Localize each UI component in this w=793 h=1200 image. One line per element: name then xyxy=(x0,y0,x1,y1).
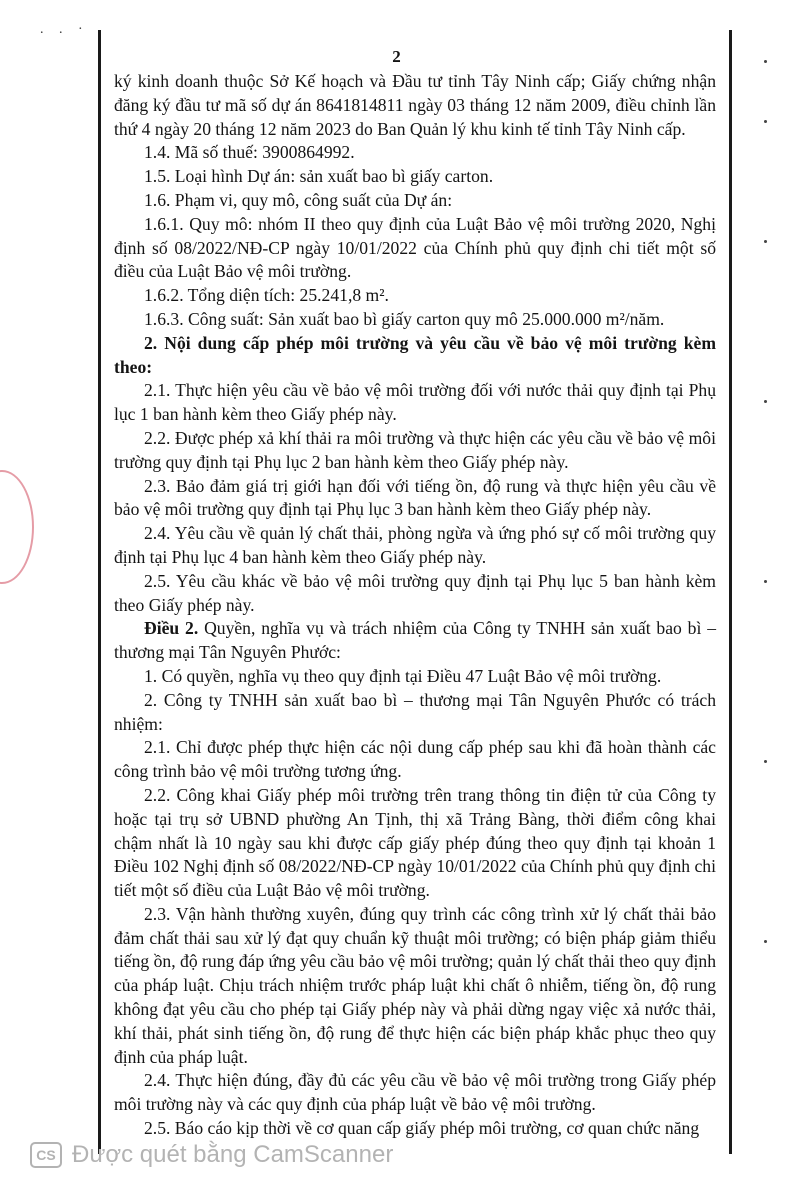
document-body xyxy=(114,70,716,1141)
paragraph: 2. Công ty TNHH sản xuất bao bì – thương mại Tân Nguyên Phước có trách nhiệm: xyxy=(114,689,716,734)
paragraph: 2.1. Thực hiện yêu cầu về bảo vệ môi trường đối với nước thải quy định tại Phụ lục 1 ban hành kèm theo Giấy phép này. xyxy=(114,380,716,425)
paragraph: 2.5. Báo cáo kịp thời về cơ quan cấp giấy phép môi trường, cơ quan chức năng xyxy=(144,1118,700,1139)
paragraph: ký kinh doanh thuộc Sở Kế hoạch và Đầu tư tỉnh Tây Ninh cấp; Giấy chứng nhận đăng ký đầu tư mã số dự án 8641814811 ngày 03 tháng 12 năm 2009, điều chỉnh lần thứ 4 ngày 20 tháng 12 năm 2023 do Ban Quản lý khu kinh tế tỉnh Tây Ninh cấp. xyxy=(114,71,716,139)
paragraph: 2.3. Bảo đảm giá trị giới hạn đối với tiếng ồn, độ rung và thực hiện yêu cầu về bảo vệ môi trường quy định tại Phụ lục 3 ban hành kèm theo Giấy phép này. xyxy=(114,475,716,520)
paragraph: 2.5. Yêu cầu khác về bảo vệ môi trường quy định tại Phụ lục 5 ban hành kèm theo Giấy phép này. xyxy=(114,570,716,615)
paragraph xyxy=(114,617,716,665)
camscanner-logo-icon: CS xyxy=(30,1142,62,1168)
paragraph: 2.2. Được phép xả khí thải ra môi trường và thực hiện các yêu cầu về bảo vệ môi trường quy định tại Phụ lục 2 ban hành kèm theo Giấy phép này. xyxy=(114,427,716,472)
paragraph: 2. Nội dung cấp phép môi trường và yêu cầu về bảo vệ môi trường kèm theo: xyxy=(114,332,716,377)
paragraph: 2.4. Thực hiện đúng, đầy đủ các yêu cầu về bảo vệ môi trường trong Giấy phép môi trường này và các quy định của pháp luật về bảo vệ môi trường. xyxy=(114,1070,716,1115)
paragraph: 1.4. Mã số thuế: 3900864992. xyxy=(144,142,355,163)
scan-dots: . . · xyxy=(40,22,89,37)
article-text: Quyền, nghĩa vụ và trách nhiệm của Công ty TNHH sản xuất bao bì – thương mại Tân Nguyên Phước: xyxy=(114,618,717,663)
page-number: 2 xyxy=(392,47,401,66)
paragraph: 1. Có quyền, nghĩa vụ theo quy định tại Điều 47 Luật Bảo vệ môi trường. xyxy=(144,665,662,686)
scan-edge-dots xyxy=(764,60,774,1060)
paragraph: 1.6.3. Công suất: Sản xuất bao bì giấy carton quy mô 25.000.000 m²/năm. xyxy=(144,308,665,329)
article-label: Điều 2. xyxy=(144,618,199,639)
paragraph: 1.5. Loại hình Dự án: sản xuất bao bì giấy carton. xyxy=(144,166,494,187)
paragraph: 1.6.2. Tổng diện tích: 25.241,8 m². xyxy=(144,285,389,306)
paragraph: 2.1. Chỉ được phép thực hiện các nội dung cấp phép sau khi đã hoàn thành các công trình bảo vệ môi trường tương ứng. xyxy=(114,737,716,782)
paragraph: 2.3. Vận hành thường xuyên, đúng quy trình các công trình xử lý chất thải bảo đảm chất thải sau xử lý đạt quy chuẩn kỹ thuật môi trường; có biện pháp giảm thiểu tiếng ồn, độ rung đáp ứng yêu cầu bảo vệ môi trường; quản lý chất thải theo quy định của pháp luật. Chịu trách nhiệm trước pháp luật khi chất ô nhiễm, tiếng ồn, độ rung không đạt yêu cầu cho phép tại Giấy phép này và phải dừng ngay việc xả nước thải, khí thải, phát sinh tiếng ồn, độ rung để thực hiện các biện pháp khắc phục theo quy định của pháp luật. xyxy=(114,903,716,1067)
paragraph: 2.4. Yêu cầu về quản lý chất thải, phòng ngừa và ứng phó sự cố môi trường quy định tại Phụ lục 4 ban hành kèm theo Giấy phép này. xyxy=(114,523,716,567)
paragraph: 1.6.1. Quy mô: nhóm II theo quy định của Luật Bảo vệ môi trường 2020, Nghị định số 08/2022/NĐ-CP ngày 10/01/2022 của Chính phủ quy định chi tiết một số điều của Luật Bảo vệ môi trường. xyxy=(114,213,716,282)
paragraph: 1.6. Phạm vi, quy mô, công suất của Dự án: xyxy=(144,189,453,210)
paragraph: 2.2. Công khai Giấy phép môi trường trên trang thông tin điện tử của Công ty hoặc tại trụ sở UBND phường An Tịnh, thị xã Trảng Bàng, thời điểm công khai chậm nhất là 10 ngày sau khi được cấp giấy phép đúng theo quy định tại khoản 1 Điều 102 Nghị định số 08/2022/NĐ-CP ngày 10/01/2022 của Chính phủ quy định chi tiết một số điều của Luật Bảo vệ môi trường. xyxy=(114,784,716,901)
stamp-edge-mark xyxy=(0,470,34,584)
camscanner-watermark xyxy=(30,1140,393,1170)
watermark-text: Được quét bằng CamScanner xyxy=(72,1141,394,1168)
